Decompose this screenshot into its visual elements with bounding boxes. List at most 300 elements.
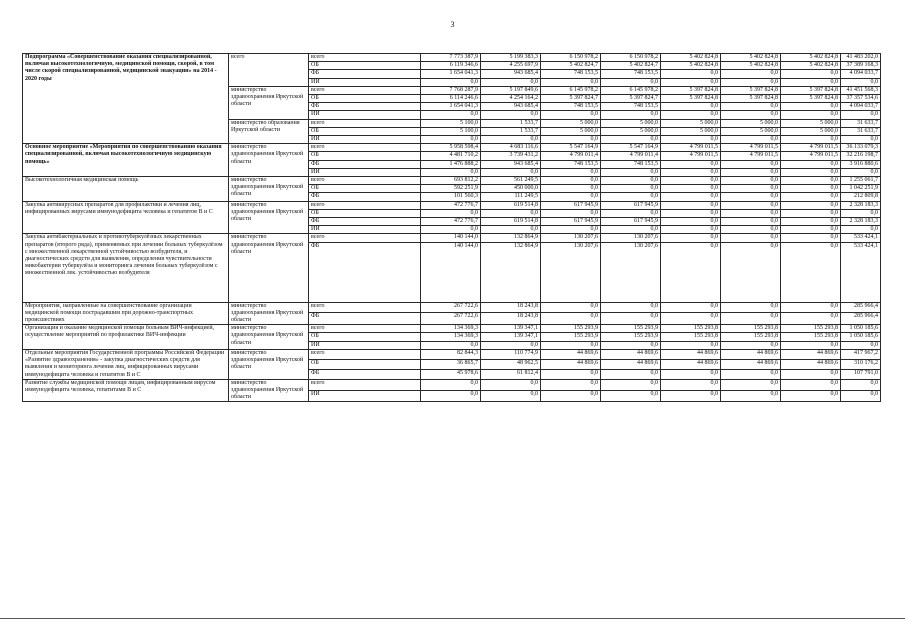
amount-cell: 37 389 168,3 <box>841 62 881 70</box>
amount-cell: 5 000,0 <box>541 119 601 127</box>
amount-cell: 5 402 824,7 <box>541 62 601 70</box>
amount-cell: 0,0 <box>661 136 721 144</box>
amount-cell: 617 945,9 <box>541 218 601 226</box>
amount-cell: 155 293,8 <box>661 325 721 333</box>
amount-cell: 1 255 061,7 <box>841 177 881 185</box>
amount-cell: 0,0 <box>781 218 841 226</box>
amount-cell: 0,0 <box>841 168 881 176</box>
amount-cell: 5 397 824,8 <box>661 86 721 94</box>
amount-cell: 48 962,5 <box>481 359 541 369</box>
funding-source-cell: ОБ <box>309 333 421 341</box>
amount-cell: 0,0 <box>721 136 781 144</box>
amount-cell: 139 347,1 <box>481 325 541 333</box>
amount-cell: 0,0 <box>781 185 841 193</box>
amount-cell: 0,0 <box>661 160 721 168</box>
amount-cell: 0,0 <box>661 103 721 111</box>
amount-cell: 41 483 202,0 <box>841 54 881 62</box>
amount-cell: 7 768 287,9 <box>421 86 481 94</box>
amount-cell: 0,0 <box>721 201 781 209</box>
amount-cell: 5 402 824,8 <box>721 62 781 70</box>
amount-cell: 107 791,0 <box>841 369 881 379</box>
funding-source-cell: ОБ <box>309 185 421 193</box>
amount-cell: 748 153,5 <box>601 70 661 78</box>
amount-cell: 4 799 011,5 <box>721 144 781 152</box>
amount-cell: 592 251,9 <box>421 185 481 193</box>
amount-cell: 5 000,0 <box>721 127 781 135</box>
amount-cell: 748 153,5 <box>541 103 601 111</box>
amount-cell: 5 000,0 <box>781 127 841 135</box>
amount-cell: 0,0 <box>601 302 661 312</box>
executor-cell: министерство здравоохранения Иркутской области <box>229 379 309 402</box>
amount-cell: 0,0 <box>601 391 661 402</box>
executor-cell: всего <box>229 54 309 87</box>
amount-cell: 0,0 <box>721 160 781 168</box>
funding-source-cell: всего <box>309 177 421 185</box>
amount-cell: 130 207,6 <box>541 242 601 302</box>
amount-cell: 0,0 <box>721 218 781 226</box>
amount-cell: 0,0 <box>781 111 841 119</box>
amount-cell: 0,0 <box>481 111 541 119</box>
amount-cell: 0,0 <box>781 312 841 324</box>
amount-cell: 132 864,9 <box>481 242 541 302</box>
amount-cell: 2 328 183,3 <box>841 218 881 226</box>
amount-cell: 5 547 164,9 <box>601 144 661 152</box>
amount-cell: 0,0 <box>661 391 721 402</box>
amount-cell: 0,0 <box>781 234 841 242</box>
amount-cell: 0,0 <box>721 242 781 302</box>
amount-cell: 6 114 246,6 <box>421 95 481 103</box>
amount-cell: 0,0 <box>421 78 481 86</box>
amount-cell: 0,0 <box>541 193 601 201</box>
amount-cell: 5 397 824,8 <box>721 86 781 94</box>
amount-cell: 0,0 <box>421 391 481 402</box>
amount-cell: 0,0 <box>781 78 841 86</box>
amount-cell: 0,0 <box>781 341 841 349</box>
amount-cell: 1 654 041,3 <box>421 70 481 78</box>
funding-source-cell: ОБ <box>309 209 421 217</box>
amount-cell: 472 776,7 <box>421 201 481 209</box>
amount-cell: 0,0 <box>781 70 841 78</box>
funding-source-cell: ОБ <box>309 95 421 103</box>
amount-cell: 0,0 <box>601 111 661 119</box>
measure-name: Основное мероприятие «Мероприятия по совершенствованию оказания специализированной, включая высокотехнологичную медицинскую помощь» <box>23 144 229 177</box>
amount-cell: 0,0 <box>661 242 721 302</box>
executor-cell: министерство здравоохранения Иркутской области <box>229 349 309 379</box>
amount-cell: 0,0 <box>601 136 661 144</box>
amount-cell: 0,0 <box>601 209 661 217</box>
measure-name: Высокотехнологичная медицинская помощь <box>23 177 229 202</box>
executor-cell: министерство здравоохранения Иркутской области <box>229 302 309 325</box>
amount-cell: 5 000,0 <box>661 119 721 127</box>
amount-cell: 748 153,5 <box>541 70 601 78</box>
amount-cell: 1 050 185,6 <box>841 333 881 341</box>
measure-name: Закупка антибактериальных и противотуберкулёзных лекарственных препаратов (второго ряда), применяемых при лечении больных туберкулёзом с множественной лекарственной устойчивостью возбудителя, и диагностических средств для выявления, определения чувствительности микобактерии туберкулёза и мониторинга лечения больных туберкулёзом с множественной лек. устойчивостью возбудителя <box>23 234 229 302</box>
amount-cell: 0,0 <box>721 209 781 217</box>
amount-cell: 155 293,8 <box>661 333 721 341</box>
amount-cell: 0,0 <box>541 379 601 390</box>
amount-cell: 5 402 824,7 <box>601 62 661 70</box>
amount-cell: 44 869,6 <box>721 359 781 369</box>
amount-cell: 0,0 <box>721 168 781 176</box>
amount-cell: 561 249,5 <box>481 177 541 185</box>
amount-cell: 0,0 <box>661 302 721 312</box>
amount-cell: 5 402 824,8 <box>781 62 841 70</box>
funding-source-cell: всего <box>309 349 421 359</box>
amount-cell: 4 683 116,6 <box>481 144 541 152</box>
amount-cell: 0,0 <box>841 209 881 217</box>
amount-cell: 0,0 <box>601 177 661 185</box>
amount-cell: 44 869,6 <box>601 349 661 359</box>
amount-cell: 3 739 431,2 <box>481 152 541 160</box>
executor-cell: министерство здравоохранения Иркутской области <box>229 177 309 202</box>
amount-cell: 155 293,9 <box>601 333 661 341</box>
amount-cell: 31 633,7 <box>841 127 881 135</box>
amount-cell: 0,0 <box>781 369 841 379</box>
amount-cell: 44 869,6 <box>721 349 781 359</box>
measure-name: Мероприятия, направленные на совершенствование организации медицинской помощи пострадавшим при дорожно-транспортных происшествиях <box>23 302 229 325</box>
amount-cell: 5 402 824,8 <box>781 54 841 62</box>
executor-cell: министерство здравоохранения Иркутской области <box>229 201 309 234</box>
amount-cell: 0,0 <box>541 302 601 312</box>
amount-cell: 0,0 <box>541 226 601 234</box>
amount-cell: 4 799 011,5 <box>781 152 841 160</box>
amount-cell: 36 865,7 <box>421 359 481 369</box>
funding-source-cell: всего <box>309 201 421 209</box>
amount-cell: 0,0 <box>481 341 541 349</box>
amount-cell: 943 685,4 <box>481 70 541 78</box>
amount-cell: 619 514,8 <box>481 201 541 209</box>
amount-cell: 267 722,6 <box>421 302 481 312</box>
amount-cell: 472 776,7 <box>421 218 481 226</box>
amount-cell: 0,0 <box>421 209 481 217</box>
amount-cell: 0,0 <box>421 226 481 234</box>
amount-cell: 4 481 710,2 <box>421 152 481 160</box>
amount-cell: 5 402 824,8 <box>661 62 721 70</box>
amount-cell: 0,0 <box>661 177 721 185</box>
amount-cell: 155 293,9 <box>601 325 661 333</box>
funding-source-cell: ФБ <box>309 312 421 324</box>
amount-cell: 0,0 <box>661 379 721 390</box>
amount-cell: 0,0 <box>421 168 481 176</box>
funding-source-cell: всего <box>309 379 421 390</box>
amount-cell: 5 397 824,8 <box>781 86 841 94</box>
amount-cell: 0,0 <box>781 168 841 176</box>
amount-cell: 0,0 <box>541 78 601 86</box>
amount-cell: 5 000,0 <box>601 119 661 127</box>
amount-cell: 0,0 <box>721 177 781 185</box>
amount-cell: 417 967,2 <box>841 349 881 359</box>
amount-cell: 6 150 978,2 <box>601 54 661 62</box>
amount-cell: 5 000,0 <box>721 119 781 127</box>
amount-cell: 0,0 <box>721 226 781 234</box>
amount-cell: 0,0 <box>661 226 721 234</box>
amount-cell: 5 100,0 <box>421 119 481 127</box>
amount-cell: 5 547 164,9 <box>541 144 601 152</box>
amount-cell: 1 654 041,3 <box>421 103 481 111</box>
amount-cell: 285 966,4 <box>841 302 881 312</box>
amount-cell: 0,0 <box>721 185 781 193</box>
amount-cell: 748 153,5 <box>601 160 661 168</box>
amount-cell: 310 176,2 <box>841 359 881 369</box>
table-row <box>23 379 881 390</box>
amount-cell: 31 633,7 <box>841 119 881 127</box>
amount-cell: 693 812,2 <box>421 177 481 185</box>
amount-cell: 0,0 <box>421 111 481 119</box>
amount-cell: 0,0 <box>841 379 881 390</box>
amount-cell: 0,0 <box>781 160 841 168</box>
amount-cell: 0,0 <box>541 341 601 349</box>
amount-cell: 0,0 <box>721 70 781 78</box>
amount-cell: 0,0 <box>721 111 781 119</box>
executor-cell: министерство здравоохранения Иркутской области <box>229 86 309 119</box>
amount-cell: 0,0 <box>481 136 541 144</box>
amount-cell: 0,0 <box>661 341 721 349</box>
amount-cell: 0,0 <box>421 341 481 349</box>
amount-cell: 0,0 <box>661 70 721 78</box>
executor-cell: министерство здравоохранения Иркутской области <box>229 144 309 177</box>
funding-source-cell: ФБ <box>309 160 421 168</box>
amount-cell: 155 293,8 <box>781 325 841 333</box>
amount-cell: 5 402 824,8 <box>661 54 721 62</box>
funding-source-cell: ИИ <box>309 226 421 234</box>
funding-source-cell: ОБ <box>309 62 421 70</box>
amount-cell: 1 476 888,2 <box>421 160 481 168</box>
page-number: 3 <box>450 20 455 29</box>
amount-cell: 6 150 978,2 <box>541 54 601 62</box>
amount-cell: 44 869,6 <box>781 349 841 359</box>
amount-cell: 155 293,9 <box>541 325 601 333</box>
amount-cell: 5 397 824,7 <box>601 95 661 103</box>
amount-cell: 41 451 568,3 <box>841 86 881 94</box>
amount-cell: 140 144,0 <box>421 234 481 242</box>
amount-cell: 5 397 824,8 <box>661 95 721 103</box>
amount-cell: 0,0 <box>841 136 881 144</box>
amount-cell: 0,0 <box>781 201 841 209</box>
amount-cell: 0,0 <box>481 209 541 217</box>
funding-source-cell: всего <box>309 325 421 333</box>
table-row <box>23 177 881 185</box>
amount-cell: 0,0 <box>841 226 881 234</box>
amount-cell: 7 773 387,9 <box>421 54 481 62</box>
funding-source-cell: ИИ <box>309 136 421 144</box>
amount-cell: 82 844,3 <box>421 349 481 359</box>
funding-source-cell: ФБ <box>309 193 421 201</box>
amount-cell: 0,0 <box>541 168 601 176</box>
amount-cell: 0,0 <box>541 185 601 193</box>
amount-cell: 0,0 <box>541 312 601 324</box>
amount-cell: 0,0 <box>661 312 721 324</box>
amount-cell: 155 293,9 <box>541 333 601 341</box>
funding-source-cell: всего <box>309 119 421 127</box>
funding-source-cell: ИИ <box>309 341 421 349</box>
amount-cell: 267 722,6 <box>421 312 481 324</box>
amount-cell: 0,0 <box>541 209 601 217</box>
amount-cell: 1 042 251,9 <box>841 185 881 193</box>
table-row <box>23 234 881 242</box>
amount-cell: 0,0 <box>721 193 781 201</box>
funding-source-cell: всего <box>309 144 421 152</box>
amount-cell: 0,0 <box>601 78 661 86</box>
amount-cell: 0,0 <box>781 209 841 217</box>
funding-source-cell: всего <box>309 302 421 312</box>
measure-name: Закупка антивирусных препаратов для профилактики и лечения лиц, инфицированных вирусами иммунодефицита человека и гепатитов В и С <box>23 201 229 234</box>
amount-cell: 2 328 183,3 <box>841 201 881 209</box>
amount-cell: 0,0 <box>721 103 781 111</box>
executor-cell: министерство образования Иркутской области <box>229 119 309 144</box>
amount-cell: 943 685,4 <box>481 103 541 111</box>
executor-cell: министерство здравоохранения Иркутской области <box>229 325 309 350</box>
amount-cell: 0,0 <box>661 111 721 119</box>
amount-cell: 44 869,6 <box>541 349 601 359</box>
funding-source-cell: ФБ <box>309 103 421 111</box>
amount-cell: 0,0 <box>541 391 601 402</box>
amount-cell: 0,0 <box>481 168 541 176</box>
amount-cell: 0,0 <box>601 341 661 349</box>
amount-cell: 0,0 <box>781 242 841 302</box>
amount-cell: 36 133 079,3 <box>841 144 881 152</box>
amount-cell: 1 050 185,6 <box>841 325 881 333</box>
financing-table <box>22 53 881 402</box>
funding-source-cell: ОБ <box>309 127 421 135</box>
funding-source-cell: ИИ <box>309 111 421 119</box>
amount-cell: 18 243,8 <box>481 312 541 324</box>
amount-cell: 6 145 978,2 <box>601 86 661 94</box>
amount-cell: 4 094 033,7 <box>841 70 881 78</box>
amount-cell: 0,0 <box>481 379 541 390</box>
measure-name: Организация и оказание медицинской помощи больным ВИЧ-инфекцией, осуществление мероприятий по профилактике ВИЧ-инфекции <box>23 325 229 350</box>
amount-cell: 32 216 198,7 <box>841 152 881 160</box>
amount-cell: 37 357 534,6 <box>841 95 881 103</box>
amount-cell: 6 119 346,6 <box>421 62 481 70</box>
amount-cell: 3 916 880,6 <box>841 160 881 168</box>
measure-name: Отдельные мероприятия Государственной программы Российской Федерации «Развитие здравоохранения» - закупка диагностических средств для выявления и мониторинга лечения лиц, инфицированных вирусами иммунодефицита человека и гепатитов В и С <box>23 349 229 379</box>
amount-cell: 134 369,3 <box>421 333 481 341</box>
amount-cell: 5 958 598,4 <box>421 144 481 152</box>
amount-cell: 748 153,5 <box>601 103 661 111</box>
amount-cell: 0,0 <box>661 185 721 193</box>
amount-cell: 533 424,1 <box>841 234 881 242</box>
amount-cell: 0,0 <box>781 379 841 390</box>
amount-cell: 130 207,6 <box>541 234 601 242</box>
amount-cell: 4 094 033,7 <box>841 103 881 111</box>
amount-cell: 0,0 <box>781 391 841 402</box>
amount-cell: 0,0 <box>841 78 881 86</box>
amount-cell: 5 000,0 <box>601 127 661 135</box>
funding-source-cell: ИИ <box>309 391 421 402</box>
amount-cell: 5 100,0 <box>421 127 481 135</box>
funding-source-cell: ИИ <box>309 168 421 176</box>
amount-cell: 0,0 <box>721 369 781 379</box>
amount-cell: 139 347,1 <box>481 333 541 341</box>
amount-cell: 0,0 <box>661 234 721 242</box>
amount-cell: 110 774,9 <box>481 349 541 359</box>
amount-cell: 0,0 <box>721 391 781 402</box>
amount-cell: 134 369,3 <box>421 325 481 333</box>
amount-cell: 0,0 <box>541 369 601 379</box>
amount-cell: 18 243,8 <box>481 302 541 312</box>
funding-source-cell: всего <box>309 234 421 242</box>
amount-cell: 0,0 <box>721 312 781 324</box>
amount-cell: 0,0 <box>661 369 721 379</box>
amount-cell: 0,0 <box>661 193 721 201</box>
amount-cell: 0,0 <box>841 341 881 349</box>
table-row <box>23 302 881 312</box>
amount-cell: 533 424,1 <box>841 242 881 302</box>
amount-cell: 140 144,0 <box>421 242 481 302</box>
amount-cell: 0,0 <box>481 391 541 402</box>
amount-cell: 0,0 <box>541 111 601 119</box>
amount-cell: 5 397 824,8 <box>721 95 781 103</box>
amount-cell: 5 402 824,8 <box>721 54 781 62</box>
amount-cell: 212 809,8 <box>841 193 881 201</box>
amount-cell: 0,0 <box>601 369 661 379</box>
amount-cell: 0,0 <box>841 391 881 402</box>
amount-cell: 0,0 <box>781 226 841 234</box>
amount-cell: 61 812,4 <box>481 369 541 379</box>
funding-source-cell: всего <box>309 54 421 62</box>
amount-cell: 0,0 <box>781 103 841 111</box>
amount-cell: 5 397 824,7 <box>541 95 601 103</box>
amount-cell: 617 945,9 <box>601 201 661 209</box>
amount-cell: 5 000,0 <box>661 127 721 135</box>
amount-cell: 0,0 <box>601 226 661 234</box>
amount-cell: 5 000,0 <box>541 127 601 135</box>
amount-cell: 0,0 <box>601 185 661 193</box>
amount-cell: 155 293,8 <box>781 333 841 341</box>
amount-cell: 44 869,6 <box>601 359 661 369</box>
funding-source-cell: ФБ <box>309 70 421 78</box>
amount-cell: 0,0 <box>721 379 781 390</box>
amount-cell: 0,0 <box>661 168 721 176</box>
amount-cell: 1 533,7 <box>481 119 541 127</box>
amount-cell: 45 978,6 <box>421 369 481 379</box>
amount-cell: 111 249,5 <box>481 193 541 201</box>
funding-source-cell: ОБ <box>309 359 421 369</box>
amount-cell: 1 533,7 <box>481 127 541 135</box>
amount-cell: 450 000,0 <box>481 185 541 193</box>
amount-cell: 0,0 <box>661 201 721 209</box>
amount-cell: 0,0 <box>781 177 841 185</box>
amount-cell: 0,0 <box>421 136 481 144</box>
amount-cell: 0,0 <box>721 341 781 349</box>
amount-cell: 5 199 383,3 <box>481 54 541 62</box>
table-row <box>23 54 881 62</box>
amount-cell: 4 799 011,5 <box>721 152 781 160</box>
table-row <box>23 144 881 152</box>
amount-cell: 0,0 <box>781 193 841 201</box>
table-row <box>23 325 881 333</box>
amount-cell: 44 869,6 <box>661 359 721 369</box>
amount-cell: 0,0 <box>721 302 781 312</box>
amount-cell: 0,0 <box>661 78 721 86</box>
amount-cell: 0,0 <box>541 177 601 185</box>
amount-cell: 101 560,3 <box>421 193 481 201</box>
amount-cell: 0,0 <box>601 193 661 201</box>
amount-cell: 132 864,9 <box>481 234 541 242</box>
amount-cell: 130 207,6 <box>601 242 661 302</box>
amount-cell: 4 255 697,9 <box>481 62 541 70</box>
amount-cell: 5 197 849,6 <box>481 86 541 94</box>
amount-cell: 44 869,6 <box>781 359 841 369</box>
amount-cell: 0,0 <box>601 312 661 324</box>
amount-cell: 0,0 <box>781 136 841 144</box>
amount-cell: 0,0 <box>721 78 781 86</box>
amount-cell: 285 966,4 <box>841 312 881 324</box>
amount-cell: 0,0 <box>841 111 881 119</box>
funding-source-cell: всего <box>309 86 421 94</box>
funding-source-cell: ФБ <box>309 242 421 302</box>
page-edge-rule <box>0 618 905 619</box>
